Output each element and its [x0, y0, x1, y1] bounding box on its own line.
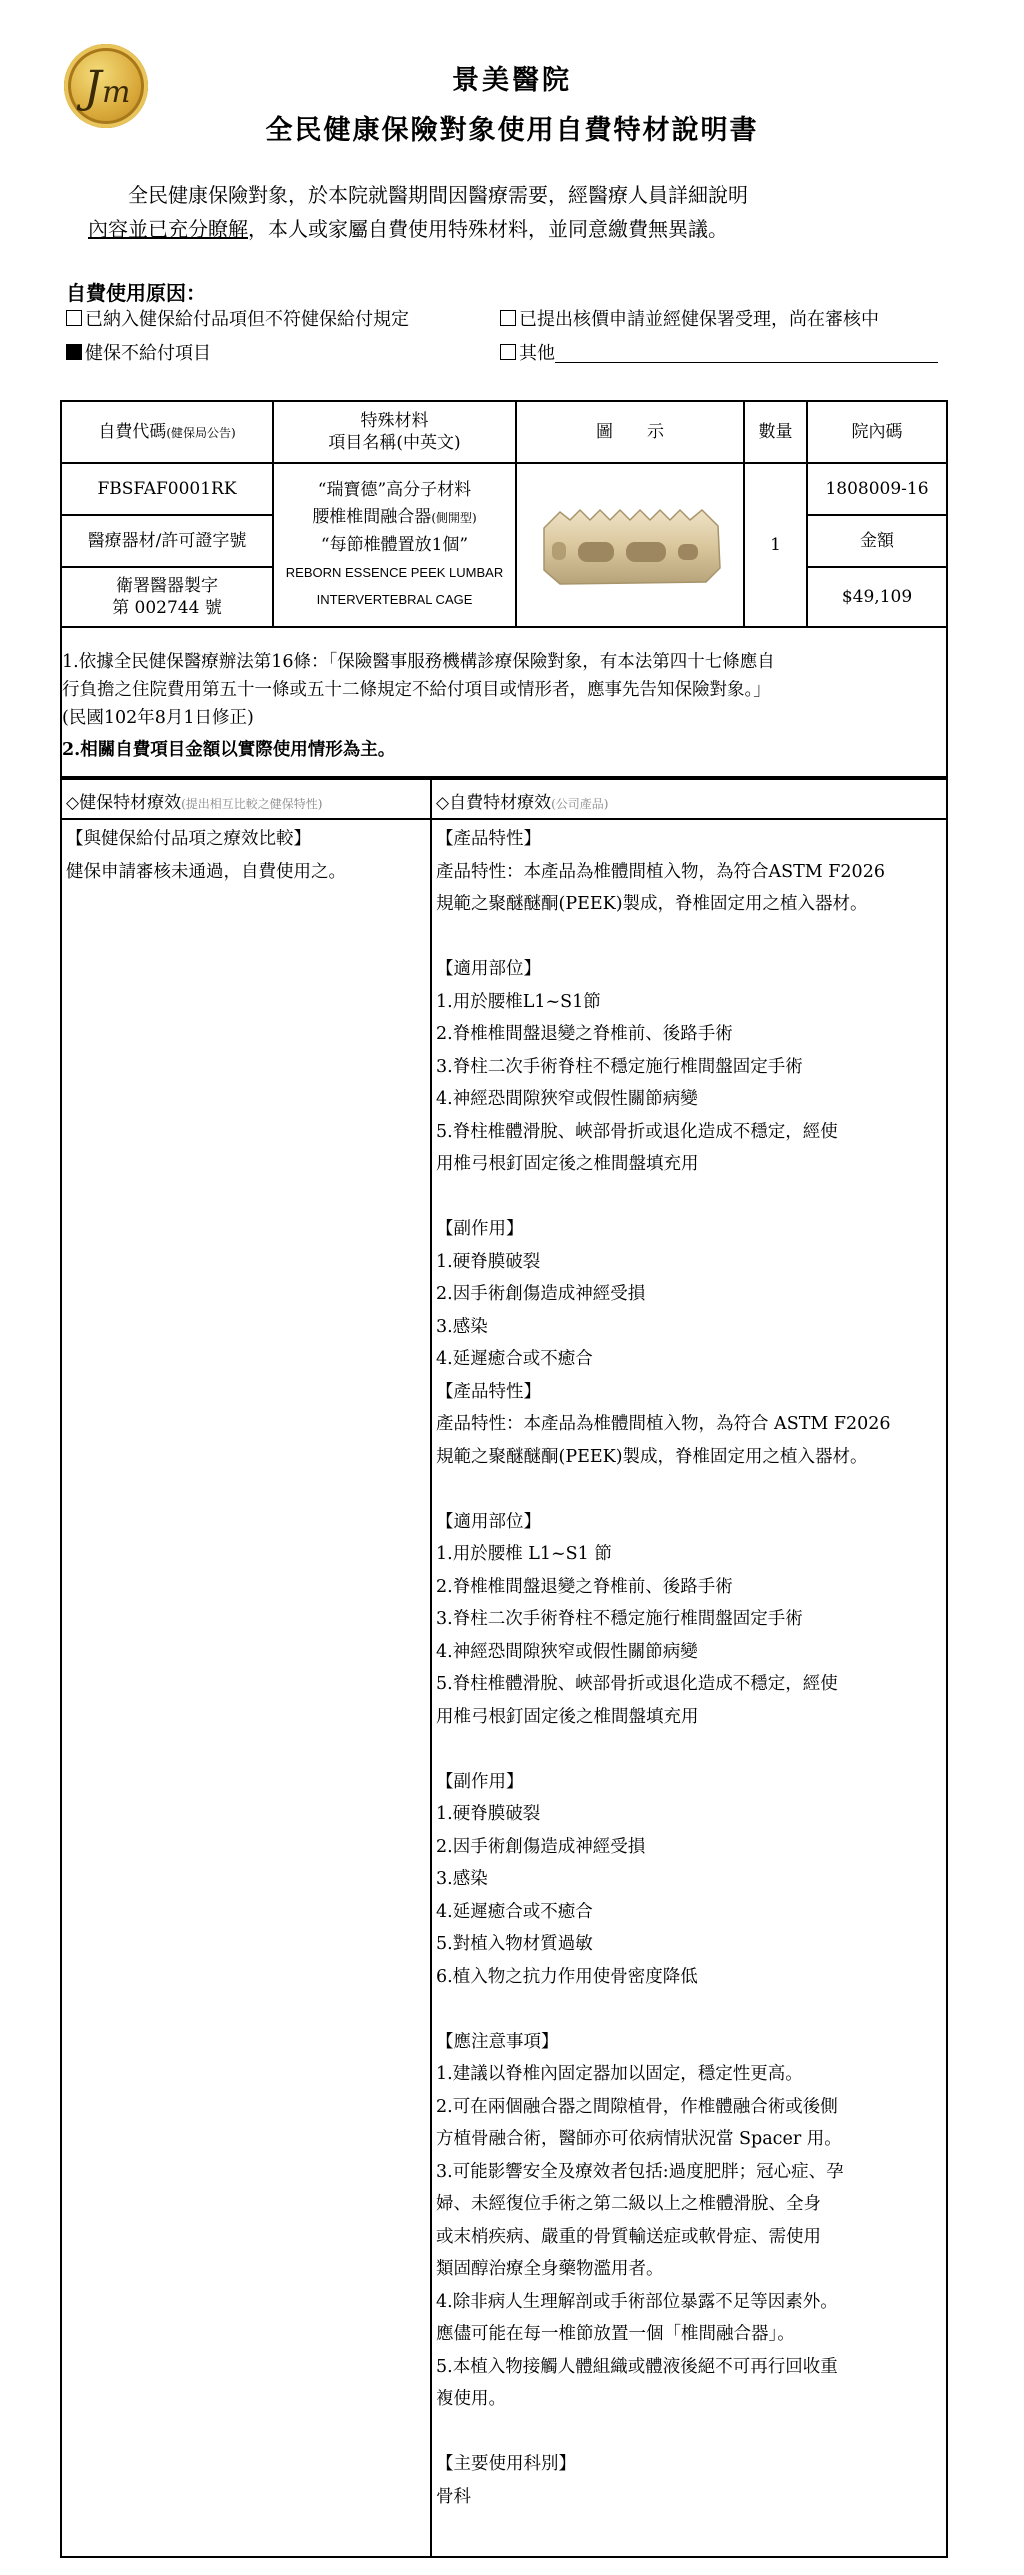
header-hospital-code: 院內碼	[851, 422, 903, 442]
hospital-code-value: 1808009-16	[825, 479, 929, 499]
note-2: 2.相關自費項目金額以實際使用情形為主。	[62, 740, 396, 760]
spinal-cage-illustration	[530, 490, 730, 600]
notes	[62, 648, 947, 764]
reason-option-1[interactable]: 已納入健保給付品項但不符健保給付規定	[66, 305, 409, 335]
form-title: 全民健康保險對象使用自費特材說明書	[265, 115, 759, 146]
reason-option-3[interactable]: 健保不給付項目	[66, 339, 211, 369]
svg-text:J: J	[84, 62, 102, 113]
header-image: 圖 示	[596, 422, 664, 442]
checkbox-unchecked[interactable]	[500, 310, 516, 326]
reason-heading: 自費使用原因：	[66, 281, 206, 305]
self-pay-efficacy-text: 【產品特性】 產品特性：本產品為椎體間植入物，為符合ASTM F2026 規範之聚醚醚酮(PEEK)製成，脊椎固定用之植入器材。 【適用部位】 1.用於腰椎L1~S1節 2.脊椎椎間盤退變之脊椎前、後路手術 3.脊柱二次手術脊柱不穩定施行椎間盤固定手術 4.神經恐間隙狹窄或假性關節病變 5.脊柱椎體滑脫、峽部骨折或退化造成不穩定，經使 用椎弓根釘固定後之椎間盤填充用 【副作用】 1.硬脊膜破裂 2.因手術創傷造成神經受損 3.感染 4.延遲癒合或不癒合 【產品特性】 產品特性：本產品為椎體間植入物，為符合 ASTM F2026 規範之聚醚醚酮(PEEK)製成，脊椎固定用之植入器材。 【適用部位】 1.用於腰椎 L1~S1 節 2.脊椎椎間盤退變之脊椎前、後路手術 3.脊柱二次手術脊柱不穩定施行椎間盤固定手術 4.神經恐間隙狹窄或假性關節病變 5.脊柱椎體滑脫、峽部骨折或退化造成不穩定，經使 用椎弓根釘固定後之椎間盤填充用 【副作用】 1.硬脊膜破裂 2.因手術創傷造成神經受損 3.感染 4.延遲癒合或不癒合 5.對植入物材質過敏 6.植入物之抗力作用使骨密度降低 【應注意事項】 1.建議以脊椎內固定器加以固定，穩定性更高。 2.可在兩個融合器之間隙植骨，作椎體融合術或後側 方植骨融合術，醫師亦可依病情狀況當 Spacer 用。 3.可能影響安全及療效者包括:過度肥胖；冠心症、孕 婦、未經復位手術之第二級以上之椎體滑脫、全身 或末梢疾病、嚴重的骨質輸送症或軟骨症、需使用 類固醇治療全身藥物濫用者。 4.除非病人生理解剖或手術部位暴露不足等因素外。 應儘可能在每一椎節放置一個「椎間融合器」。 5.本植入物接觸人體組織或體液後絕不可再行回收重 複使用。 【主要使用科別】 骨科	[436, 829, 891, 2507]
checkbox-unchecked[interactable]	[500, 344, 516, 360]
quantity-value: 1	[770, 535, 781, 555]
product-image	[517, 464, 743, 626]
checkbox-unchecked[interactable]	[66, 310, 82, 326]
other-reason-blank[interactable]	[555, 342, 938, 363]
note-1-line-3: (民國102年8月1日修正)	[62, 708, 254, 728]
intro-line-2: ，本人或家屬自費使用特殊材料，並同意繳費無異議。	[248, 217, 728, 241]
header-code: 自費代碼(健保局公告)	[98, 421, 236, 442]
item-name: “瑞寶德”高分子材料 腰椎椎間融合器(側開型) “每節椎體置放1個” REBORN ESSENCE PEEK LUMBAR INTERVERTEBRAL CAGE	[285, 480, 504, 607]
amount-label: 金額	[860, 531, 894, 551]
note-1-line-1: 1.依據全民健保醫療辦法第16條：「保險醫事服務機構診療保險對象，有本法第四十七條應自	[62, 652, 775, 672]
license-number: 衛署醫器製字 第 002744 號	[112, 576, 222, 618]
nhi-efficacy-text: 【與健保給付品項之療效比較】 健保申請審核未通過，自費使用之。	[66, 829, 346, 882]
intro-underlined: 內容並已充分瞭解	[88, 217, 248, 241]
amount-value: $49,109	[841, 587, 913, 607]
compare-header-nhi: ◇健保特材療效(提出相互比較之健保特性)	[66, 793, 323, 813]
hospital-name: 景美醫院	[452, 65, 572, 96]
header-quantity: 數量	[758, 422, 793, 442]
reason-option-4[interactable]: 其他	[500, 339, 938, 369]
intro-line-1: 全民健康保險對象，於本院就醫期間因醫療需要，經醫療人員詳細說明	[128, 183, 748, 207]
reason-option-2[interactable]: 已提出核價申請並經健保署受理，尚在審核中	[500, 305, 879, 335]
license-label: 醫療器材/許可證字號	[87, 531, 247, 551]
note-1-line-2: 行負擔之住院費用第五十一條或五十二條規定不給付項目或情形者，應事先告知保險對象。」	[62, 680, 771, 700]
header-item-name: 特殊材料 項目名稱(中英文)	[328, 411, 461, 453]
self-pay-code: FBSFAF0001RK	[97, 479, 237, 499]
svg-text:m: m	[102, 75, 131, 110]
checkbox-checked[interactable]	[66, 344, 82, 360]
compare-header-self-pay: ◇自費特材療效(公司產品)	[436, 793, 609, 813]
intro-text	[88, 178, 948, 246]
